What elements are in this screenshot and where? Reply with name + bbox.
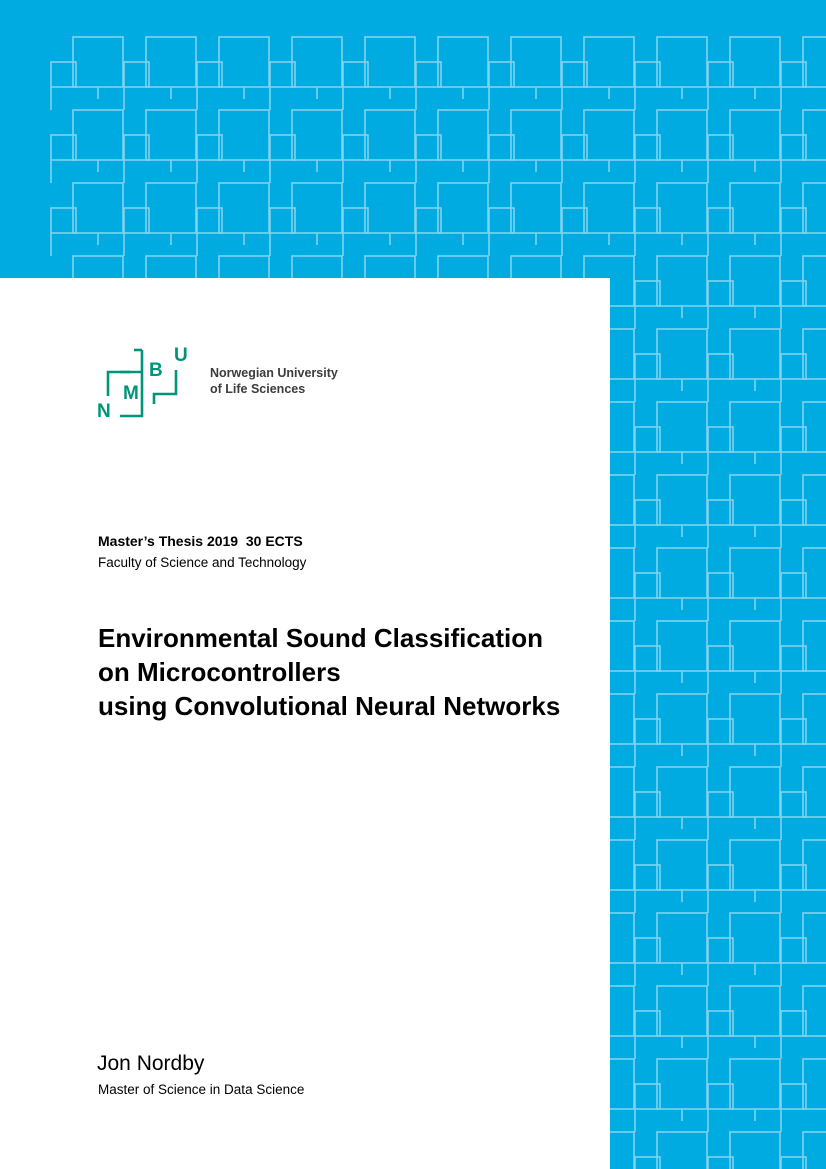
pattern-square — [730, 37, 780, 87]
pattern-square — [73, 110, 123, 160]
logo-letter-u: U — [174, 345, 188, 366]
pattern-square — [438, 110, 488, 160]
nmbu-logo — [96, 342, 196, 420]
pattern-square — [657, 913, 707, 963]
pattern-square — [365, 183, 415, 233]
pattern-square — [511, 183, 561, 233]
pattern-square — [219, 110, 269, 160]
pattern-square — [730, 1059, 780, 1109]
pattern-square — [657, 110, 707, 160]
logo-letter-n: N — [97, 401, 111, 420]
university-name-line1: Norwegian University — [210, 366, 338, 380]
pattern-square — [657, 475, 707, 525]
pattern-square — [730, 110, 780, 160]
pattern-square — [146, 110, 196, 160]
pattern-square — [657, 37, 707, 87]
pattern-square — [730, 402, 780, 452]
pattern-square — [292, 183, 342, 233]
pattern-square — [730, 329, 780, 379]
faculty-name: Faculty of Science and Technology — [98, 555, 307, 570]
thesis-title-line: Environmental Sound Classification — [98, 623, 543, 653]
pattern-square — [730, 475, 780, 525]
pattern-square — [511, 110, 561, 160]
pattern-square — [657, 1059, 707, 1109]
pattern-square — [292, 37, 342, 87]
pattern-square — [438, 37, 488, 87]
pattern-square — [657, 256, 707, 306]
pattern-square — [365, 37, 415, 87]
pattern-square — [730, 183, 780, 233]
pattern-square — [219, 183, 269, 233]
pattern-square — [511, 37, 561, 87]
white-content-panel — [0, 278, 610, 1169]
pattern-square — [657, 548, 707, 598]
pattern-square — [657, 402, 707, 452]
pattern-square — [73, 37, 123, 87]
pattern-square — [584, 37, 634, 87]
pattern-square — [657, 183, 707, 233]
pattern-square — [146, 37, 196, 87]
pattern-square — [730, 986, 780, 1036]
pattern-square — [730, 913, 780, 963]
pattern-square — [657, 986, 707, 1036]
pattern-square — [657, 840, 707, 890]
thesis-title — [98, 621, 608, 723]
pattern-square — [730, 548, 780, 598]
pattern-square — [730, 694, 780, 744]
pattern-square — [657, 329, 707, 379]
pattern-square — [365, 110, 415, 160]
thesis-type: Master’s Thesis 2019 30 ECTS — [98, 533, 303, 549]
author-name: Jon Nordby — [97, 1052, 205, 1075]
pattern-square — [657, 767, 707, 817]
logo-letter-m: M — [123, 383, 139, 404]
pattern-square — [219, 37, 269, 87]
pattern-square — [584, 110, 634, 160]
pattern-square — [657, 694, 707, 744]
pattern-square — [657, 621, 707, 671]
pattern-square — [730, 767, 780, 817]
pattern-square — [584, 183, 634, 233]
university-name-line2: of Life Sciences — [210, 382, 306, 396]
thesis-title-line: on Microcontrollers — [98, 657, 341, 687]
pattern-square — [438, 183, 488, 233]
logo-letter-b: B — [149, 360, 163, 381]
pattern-square — [730, 1132, 780, 1169]
pattern-square — [657, 1132, 707, 1169]
pattern-square — [730, 256, 780, 306]
pattern-square — [292, 110, 342, 160]
pattern-square — [73, 183, 123, 233]
thesis-title-line: using Convolutional Neural Networks — [98, 691, 561, 721]
pattern-square — [730, 621, 780, 671]
pattern-square — [730, 840, 780, 890]
pattern-square — [146, 183, 196, 233]
author-degree: Master of Science in Data Science — [98, 1082, 305, 1097]
